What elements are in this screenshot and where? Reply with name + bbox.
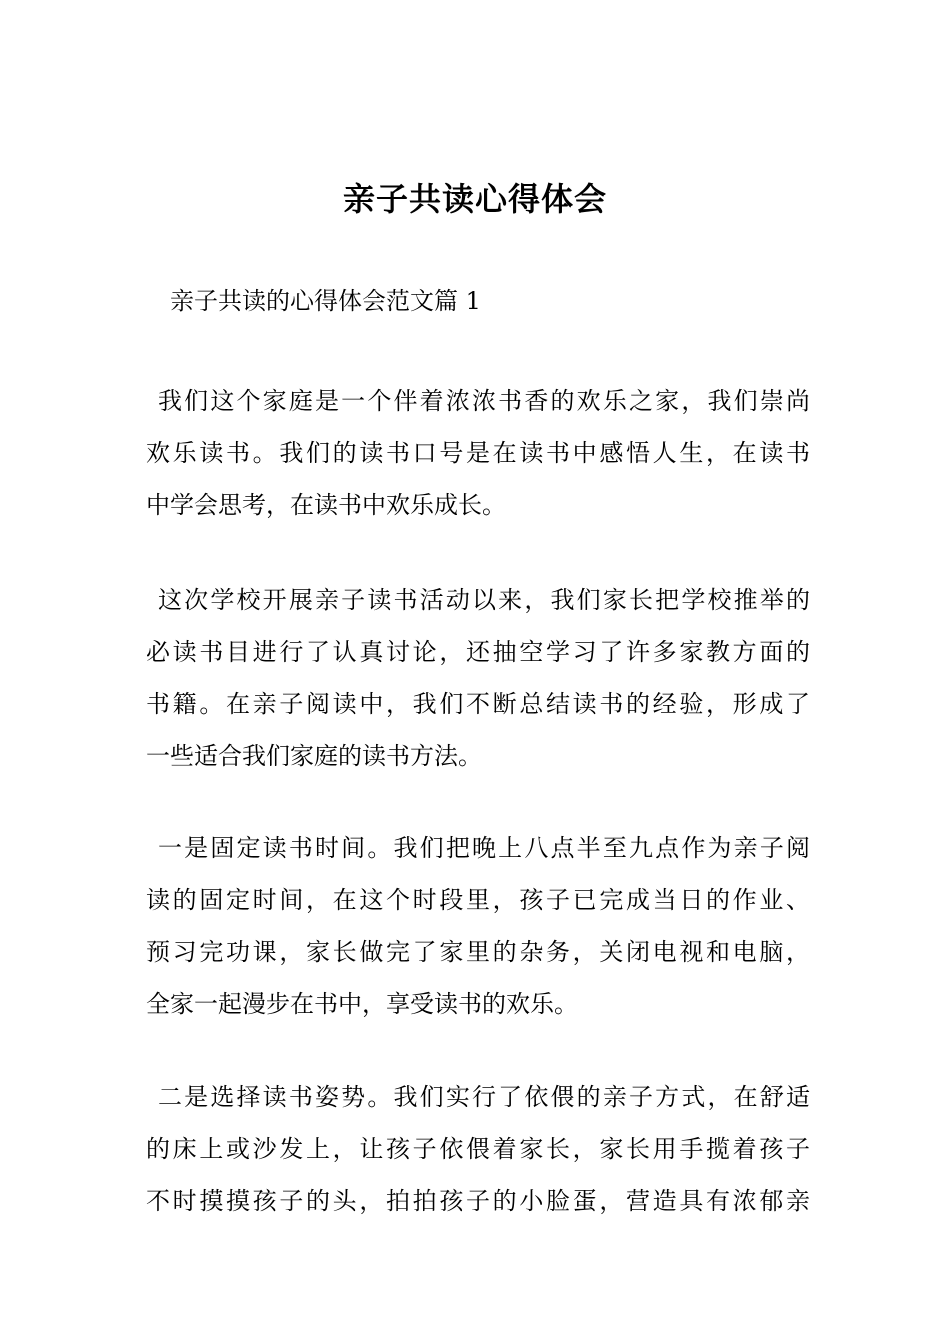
document-title: 亲子共读心得体会: [342, 180, 607, 218]
paragraph-line: 预习完功课，家长做完了家里的杂务，关闭电视和电脑，: [146, 938, 810, 966]
paragraph-line: 读的固定时间，在这个时段里，孩子已完成当日的作业、: [146, 886, 810, 914]
paragraph-1: [146, 375, 810, 531]
paragraph-line: 全家一起漫步在书中，享受读书的欢乐。: [146, 990, 578, 1018]
paragraph-line: 不时摸摸孩子的头，拍拍孩子的小脸蛋，营造具有浓郁亲: [146, 1187, 810, 1215]
paragraph-line: 书籍。在亲子阅读中，我们不断总结读书的经验，形成了: [146, 690, 810, 718]
paragraph-line: 这次学校开展亲子读书活动以来，我们家长把学校推举的: [158, 586, 810, 614]
paragraph-2: [146, 574, 810, 782]
paragraph-line: 欢乐读书。我们的读书口号是在读书中感悟人生，在读书: [146, 439, 810, 467]
paragraph-line: 必读书目进行了认真讨论，还抽空学习了许多家教方面的: [146, 638, 810, 666]
paragraph-line: 我们这个家庭是一个伴着浓浓书香的欢乐之家，我们崇尚: [158, 387, 810, 415]
paragraph-line: 一些适合我们家庭的读书方法。: [146, 742, 482, 770]
paragraph-line: 一是固定读书时间。我们把晚上八点半至九点作为亲子阅: [158, 834, 810, 862]
document-subtitle: 亲子共读的心得体会范文篇 1: [170, 287, 481, 315]
paragraph-line: 中学会思考，在读书中欢乐成长。: [146, 491, 506, 519]
paragraph-3: [146, 822, 810, 1030]
paragraph-4: [146, 1071, 810, 1227]
paragraph-line: 的床上或沙发上，让孩子依偎着家长，家长用手揽着孩子: [146, 1135, 810, 1163]
paragraph-line: 二是选择读书姿势。我们实行了依偎的亲子方式，在舒适: [158, 1083, 810, 1111]
